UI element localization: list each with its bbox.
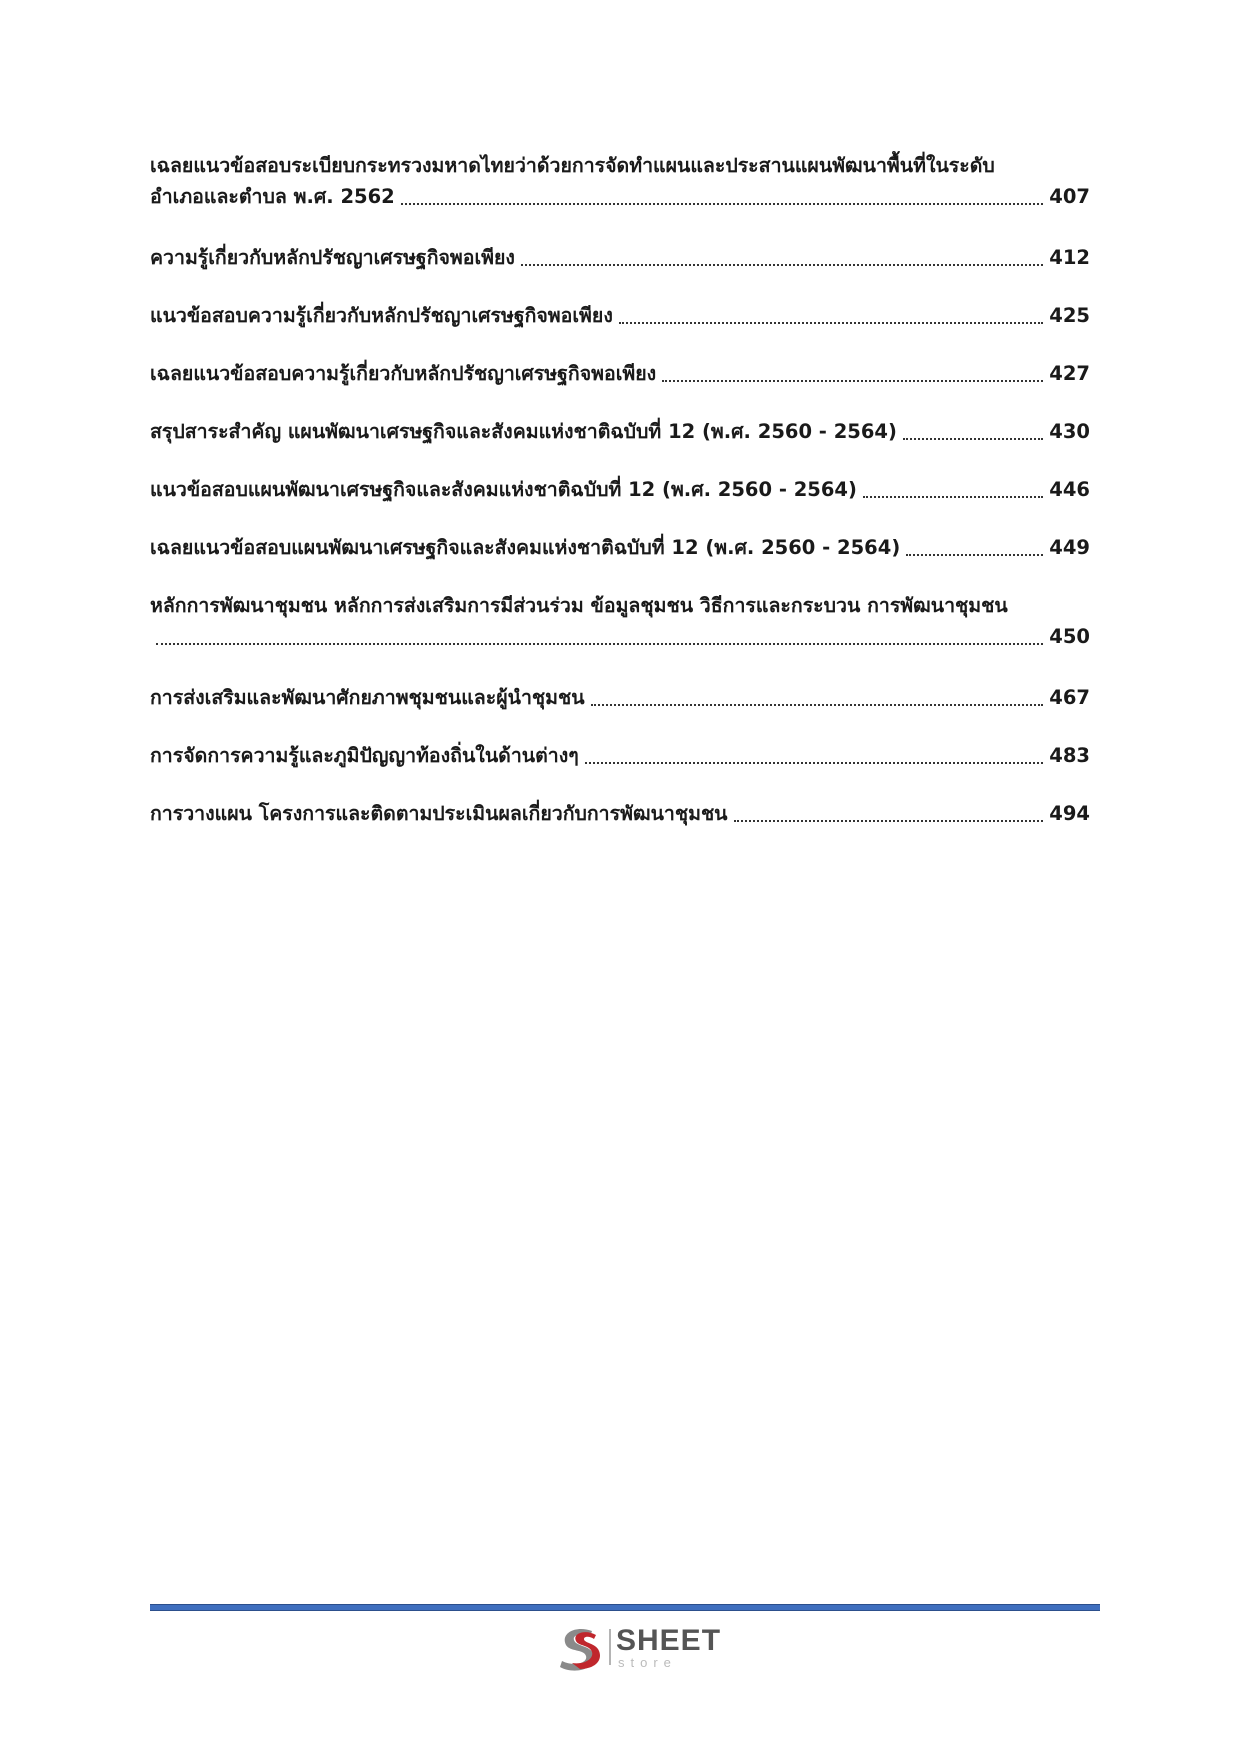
- toc-entry[interactable]: [150, 682, 1090, 713]
- toc-entry-title: การส่งเสริมและพัฒนาศักยภาพชุมชนและผู้นำชุมชน: [150, 686, 585, 709]
- toc-entry-title: เฉลยแนวข้อสอบความรู้เกี่ยวกับหลักปรัชญาเศรษฐกิจพอเพียง: [150, 362, 657, 385]
- toc-entry-page: 425: [1049, 304, 1090, 327]
- toc-entry[interactable]: [150, 358, 1090, 389]
- toc-entry-title: อำเภอและตำบล พ.ศ. 2562: [150, 185, 395, 208]
- toc-entry-page: 494: [1049, 802, 1090, 825]
- toc-entry-title-line1: เฉลยแนวข้อสอบระเบียบกระทรวงมหาดไทยว่าด้วยการจัดทำแผนและประสานแผนพัฒนาพื้นที่ในระดับ: [150, 154, 995, 177]
- toc-entry-line: [150, 416, 1090, 447]
- logo-sub: store: [618, 1655, 677, 1670]
- toc-entry-line: [150, 621, 1090, 652]
- toc-entry[interactable]: [150, 242, 1090, 273]
- toc-entry-title: แนวข้อสอบความรู้เกี่ยวกับหลักปรัชญาเศรษฐกิจพอเพียง: [150, 304, 613, 327]
- toc-entry[interactable]: [150, 532, 1090, 563]
- toc-entry-title: การวางแผน โครงการและติดตามประเมินผลเกี่ยวกับการพัฒนาชุมชน: [150, 802, 728, 825]
- toc-entry[interactable]: [150, 590, 1090, 652]
- toc-entry-title: เฉลยแนวข้อสอบแผนพัฒนาเศรษฐกิจและสังคมแห่งชาติฉบับที่ 12 (พ.ศ. 2560 - 2564): [150, 536, 901, 559]
- toc-entry-line: [150, 242, 1090, 273]
- logo-word: SHEET: [616, 1624, 722, 1657]
- dot-leader: [156, 642, 1043, 645]
- toc-entry-page: 446: [1049, 478, 1090, 501]
- toc-entry-page: 412: [1049, 246, 1090, 269]
- footer-rule: [150, 1604, 1100, 1611]
- dot-leader: [662, 379, 1043, 382]
- dot-leader: [863, 495, 1043, 498]
- toc-entry-line: [150, 358, 1090, 389]
- toc-entry-line: [150, 300, 1090, 331]
- toc-entry[interactable]: [150, 300, 1090, 331]
- dot-leader: [591, 703, 1044, 706]
- dot-leader: [906, 553, 1043, 556]
- toc-entry-title-line1: หลักการพัฒนาชุมชน หลักการส่งเสริมการมีส่วนร่วม ข้อมูลชุมชน วิธีการและกระบวน การพัฒนาชุมชน: [150, 594, 1008, 617]
- toc-entry-line: [150, 474, 1090, 505]
- toc-entry-page: 430: [1049, 420, 1090, 443]
- dot-leader: [734, 819, 1044, 822]
- toc-entry-line: [150, 181, 1090, 212]
- dot-leader: [401, 202, 1044, 205]
- dot-leader: [903, 437, 1043, 440]
- toc-entry-page: 483: [1049, 744, 1090, 767]
- toc-entry-line: [150, 682, 1090, 713]
- toc-entry-title: สรุปสาระสำคัญ แผนพัฒนาเศรษฐกิจและสังคมแห่งชาติฉบับที่ 12 (พ.ศ. 2560 - 2564): [150, 420, 897, 443]
- toc-entry[interactable]: [150, 798, 1090, 829]
- dot-leader: [585, 761, 1044, 764]
- toc-entry-title: แนวข้อสอบแผนพัฒนาเศรษฐกิจและสังคมแห่งชาติฉบับที่ 12 (พ.ศ. 2560 - 2564): [150, 478, 857, 501]
- toc-entry-page: 449: [1049, 536, 1090, 559]
- toc-entry-title: การจัดการความรู้และภูมิปัญญาท้องถิ่นในด้านต่างๆ: [150, 744, 579, 767]
- toc-entry[interactable]: [150, 416, 1090, 447]
- toc-entry-page: 467: [1049, 686, 1090, 709]
- sheet-store-logo: [552, 1621, 722, 1673]
- toc-entry-page: 427: [1049, 362, 1090, 385]
- toc-entry-title: ความรู้เกี่ยวกับหลักปรัชญาเศรษฐกิจพอเพียง: [150, 246, 515, 269]
- toc-entry-page: 450: [1049, 625, 1090, 648]
- toc-entry[interactable]: [150, 150, 1090, 212]
- toc-entry-line: [150, 532, 1090, 563]
- toc-entry-page: 407: [1049, 185, 1090, 208]
- dot-leader: [521, 263, 1043, 266]
- dot-leader: [619, 321, 1043, 324]
- toc-entry-line: [150, 740, 1090, 771]
- toc-entry[interactable]: [150, 740, 1090, 771]
- table-of-contents: [150, 150, 1090, 856]
- toc-entry[interactable]: [150, 474, 1090, 505]
- toc-entry-line: [150, 798, 1090, 829]
